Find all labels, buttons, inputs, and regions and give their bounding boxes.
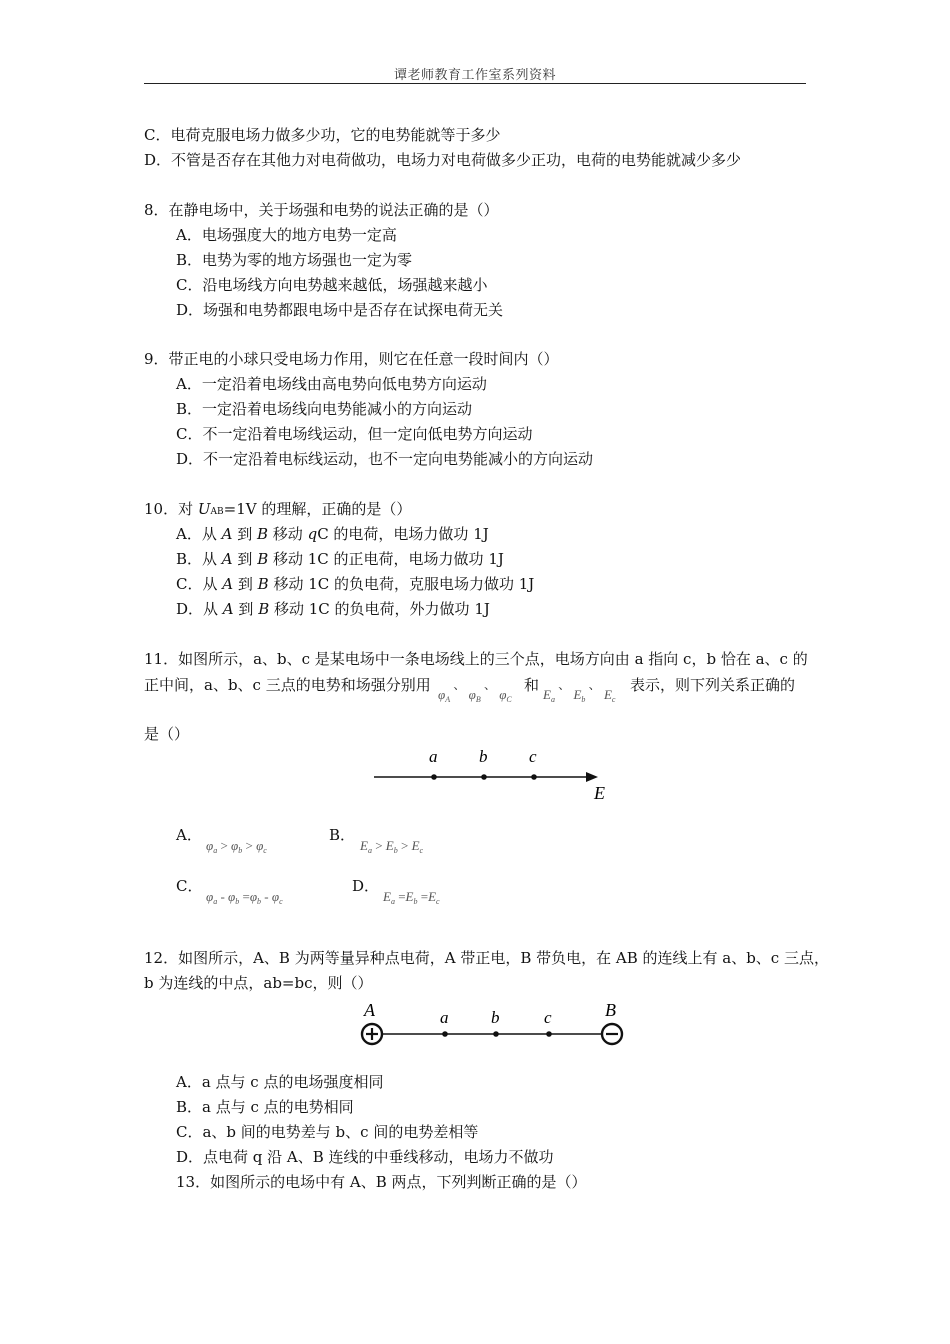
- label-b: b: [491, 1008, 500, 1027]
- question-13: 13．如图所示的电场中有 A、B 两点，下列判断正确的是（）: [176, 1173, 587, 1191]
- charges-figure: [350, 998, 640, 1054]
- q12-option-b: B．a 点与 c 点的电势相同: [176, 1098, 354, 1116]
- question-8: 8．在静电场中，关于场强和电势的说法正确的是（）: [144, 201, 499, 219]
- question-11-line2a: 正中间，a、b、c 三点的电势和场强分别用: [144, 676, 431, 694]
- q12-option-d: D．点电荷 q 沿 A、B 连线的中垂线移动，电场力不做功: [176, 1148, 554, 1166]
- q11-option-a-formula: $\varphi_a > \varphi_b > \varphi_c$: [206, 838, 267, 855]
- q9-option-d: D．不一定沿着电标线运动，也不一定向电势能减小的方向运动: [176, 450, 594, 468]
- q9-option-c: C．不一定沿着电场线运动，但一定向低电势方向运动: [176, 425, 533, 443]
- point-b: [493, 1031, 499, 1037]
- option-d-q7: D．不管是否存在其他力对电荷做功，电场力对电荷做多少正功，电荷的电势能就减少多少: [144, 151, 742, 169]
- field-symbols: $E_a$ 、 $E_b$ 、 $E_c$: [543, 678, 616, 704]
- q11-option-c-formula: $\varphi_a - \varphi_b =\varphi_b - \varphi_c$: [206, 889, 283, 906]
- q8-option-a: A．电场强度大的地方电势一定高: [176, 226, 397, 244]
- point-c: [546, 1031, 552, 1037]
- q12-option-a: A．a 点与 c 点的电场强度相同: [176, 1073, 384, 1091]
- question-10: 10．对 UAB=1V 的理解，正确的是（）: [144, 500, 412, 518]
- label-B: B: [605, 1000, 616, 1020]
- potential-symbols: $\varphi_A$ 、 $\varphi_B$ 、 $\varphi_C$: [438, 678, 512, 704]
- q10-option-b: B．从 A 到 B 移动 1C 的正电荷，电场力做功 1J: [176, 550, 504, 568]
- q9-option-b: B．一定沿着电场线向电势能减小的方向运动: [176, 400, 473, 418]
- q11-option-c-label: C．: [176, 877, 203, 895]
- point-a: [442, 1031, 448, 1037]
- label-a: a: [429, 747, 438, 766]
- question-12-line1: 12．如图所示，A、B 为两等量异种点电荷，A 带正电，B 带负电，在 AB 的连线上有 a、b、c 三点，: [144, 949, 829, 967]
- q11-option-d-label: D．: [352, 877, 380, 895]
- header-divider: [144, 83, 806, 84]
- label-c: c: [544, 1008, 552, 1027]
- q11-option-d-formula: $E_a =E_b =E_c$: [383, 889, 440, 906]
- question-11-line1: 11．如图所示，a、b、c 是某电场中一条电场线上的三个点，电场方向由 a 指向 c，b 恰在 a、c 的: [144, 650, 808, 668]
- q10-option-d: D．从 A 到 B 移动 1C 的负电荷，外力做功 1J: [176, 600, 490, 618]
- label-A: A: [364, 1000, 375, 1020]
- field-line-figure: [360, 740, 620, 806]
- q9-option-a: A．一定沿着电场线由高电势向低电势方向运动: [176, 375, 487, 393]
- label-E: E: [594, 783, 605, 803]
- q11-option-b-label: B．: [329, 826, 356, 844]
- q12-option-c: C．a、b 间的电势差与 b、c 间的电势差相等: [176, 1123, 479, 1141]
- q8-option-d: D．场强和电势都跟电场中是否存在试探电荷无关: [176, 301, 504, 319]
- question-11-line2b: 表示，则下列关系正确的: [630, 676, 796, 694]
- point-a: [431, 774, 437, 780]
- q8-option-b: B．电势为零的地方场强也一定为零: [176, 251, 413, 269]
- page-header: 谭老师教育工作室系列资料: [393, 68, 556, 83]
- q10-option-c: C．从 A 到 B 移动 1C 的负电荷，克服电场力做功 1J: [176, 575, 535, 593]
- question-12-line2: b 为连线的中点，ab=bc，则（）: [144, 974, 373, 992]
- and-text: 和: [524, 676, 540, 694]
- label-a: a: [440, 1008, 449, 1027]
- arrow-head-icon: [586, 772, 598, 782]
- point-b: [481, 774, 487, 780]
- q8-option-c: C．沿电场线方向电势越来越低，场强越来越小: [176, 276, 488, 294]
- label-b: b: [479, 747, 488, 766]
- label-c: c: [529, 747, 537, 766]
- question-9: 9．带正电的小球只受电场力作用，则它在任意一段时间内（）: [144, 350, 559, 368]
- q11-option-b-formula: $E_a > E_b > E_c$: [360, 838, 424, 855]
- option-c-q7: C．电荷克服电场力做多少功，它的电势能就等于多少: [144, 126, 501, 144]
- q11-option-a-label: A．: [176, 826, 202, 844]
- q10-option-a: A．从 A 到 B 移动 qC 的电荷，电场力做功 1J: [176, 525, 489, 543]
- question-11-line3: 是（）: [144, 725, 190, 743]
- point-c: [531, 774, 537, 780]
